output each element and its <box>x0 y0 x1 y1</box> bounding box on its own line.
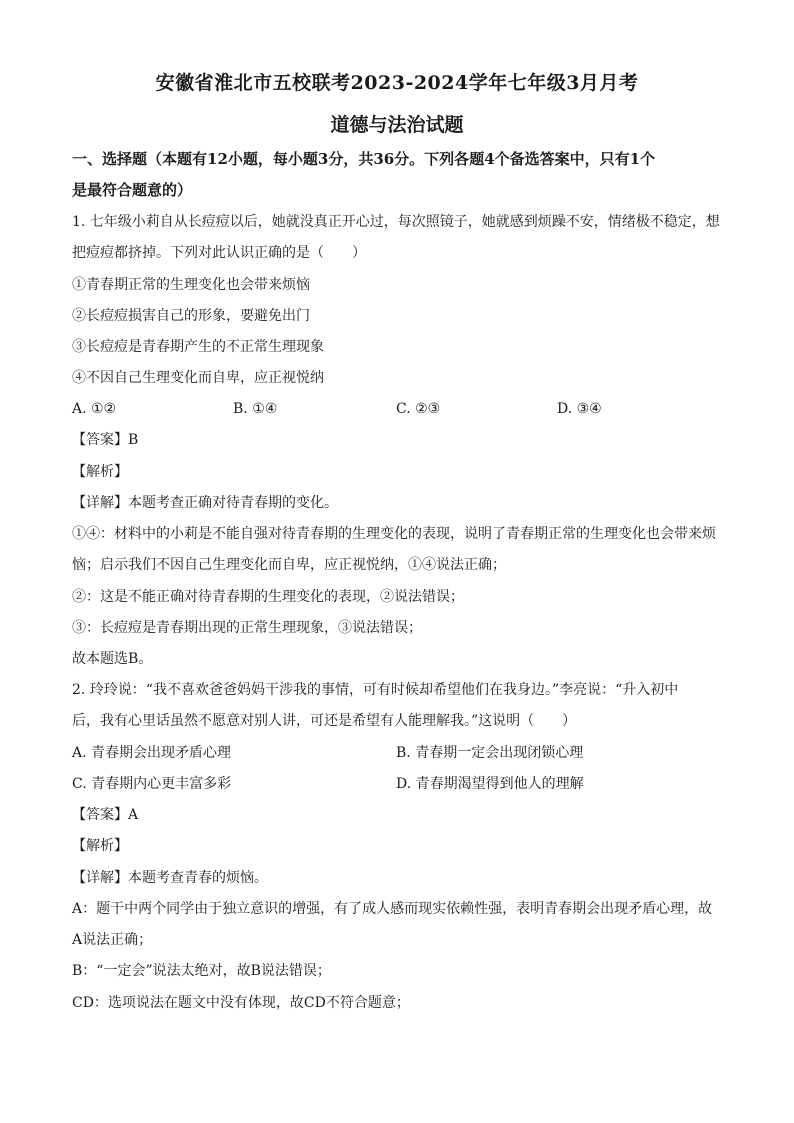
q1-option-d: D. ③④ <box>557 401 602 417</box>
q2-explanation-b: B：“一定会”说法太绝对，故B说法错误； <box>72 963 331 979</box>
q2-explanation-a2: A说法正确； <box>72 932 153 948</box>
q2-explanation-a1: A：题干中两个同学由于独立意识的增强，有了成人感而现实依赖性强，表明青春期会出现矛盾心理，故 <box>72 901 713 917</box>
q1-statement-3: ③长痘痘是青春期产生的不正常生理现象 <box>72 339 324 355</box>
q2-stem-line2: 后，我有心里话虽然不愿意对别人讲，可还是希望有人能理解我。”这说明（ ） <box>72 713 577 729</box>
section-heading-line2: 是最符合题意的） <box>72 181 193 199</box>
q1-answer: 【答案】B <box>72 432 139 448</box>
q2-option-c: C. 青春期内心更丰富多彩 <box>72 776 232 792</box>
q1-option-b: B. ①④ <box>233 401 278 417</box>
document-title: 安徽省淮北市五校联考2023-2024学年七年级3月月考 <box>155 72 639 94</box>
q2-option-a: A. 青春期会出现矛盾心理 <box>72 745 232 761</box>
q1-statement-2: ②长痘痘损害自己的形象，要避免出门 <box>72 308 310 324</box>
q2-explanation-cd: CD：选项说法在题文中没有体现，故CD不符合题意； <box>72 995 410 1011</box>
q2-detail: 【详解】本题考查青春的烦恼。 <box>72 870 268 886</box>
q2-option-b: B. 青春期一定会出现闭锁心理 <box>396 745 584 761</box>
q2-answer: 【答案】A <box>72 807 139 823</box>
q1-stem-line2: 把痘痘都挤掉。下列对此认识正确的是（ ） <box>72 245 366 261</box>
q1-conclusion: 故本题选B。 <box>72 651 153 667</box>
q1-explanation-1b: 恼；启示我们不因自己生理变化而自卑，应正视悦纳，①④说法正确； <box>72 557 506 573</box>
q2-stem-line1: 2. 玲玲说：“我不喜欢爸爸妈妈干涉我的事情，可有时候却希望他们在我身边。”李亮说：“升入初中 <box>72 682 679 698</box>
section-heading-line1: 一、选择题（本题有12小题，每小题3分，共36分。下列各题4个备选答案中，只有1个 <box>72 150 656 168</box>
q1-stem-line1: 1. 七年级小莉自从长痘痘以后，她就没真正开心过，每次照镜子，她就感到烦躁不安，情绪极不稳定，想 <box>72 214 720 230</box>
q1-explanation-1a: ①④：材料中的小莉是不能自强对待青春期的生理变化的表现，说明了青春期正常的生理变化也会带来烦 <box>72 526 716 542</box>
q1-statement-4: ④不因自己生理变化而自卑，应正视悦纳 <box>72 370 324 386</box>
q1-explanation-2: ②：这是不能正确对待青春期的生理变化的表现，②说法错误； <box>72 589 464 605</box>
q1-explanation-3: ③：长痘痘是青春期出现的正常生理现象，③说法错误； <box>72 620 422 636</box>
q1-analysis-label: 【解析】 <box>72 464 128 480</box>
document-subtitle: 道德与法治试题 <box>330 114 464 136</box>
q1-option-c: C. ②③ <box>396 401 441 417</box>
q1-detail: 【详解】本题考查正确对待青春期的变化。 <box>72 495 338 511</box>
q2-option-d: D. 青春期渴望得到他人的理解 <box>396 776 584 792</box>
q1-statement-1: ①青春期正常的生理变化也会带来烦恼 <box>72 277 310 293</box>
q1-option-a: A. ①② <box>72 401 117 417</box>
q2-analysis-label: 【解析】 <box>72 838 128 854</box>
